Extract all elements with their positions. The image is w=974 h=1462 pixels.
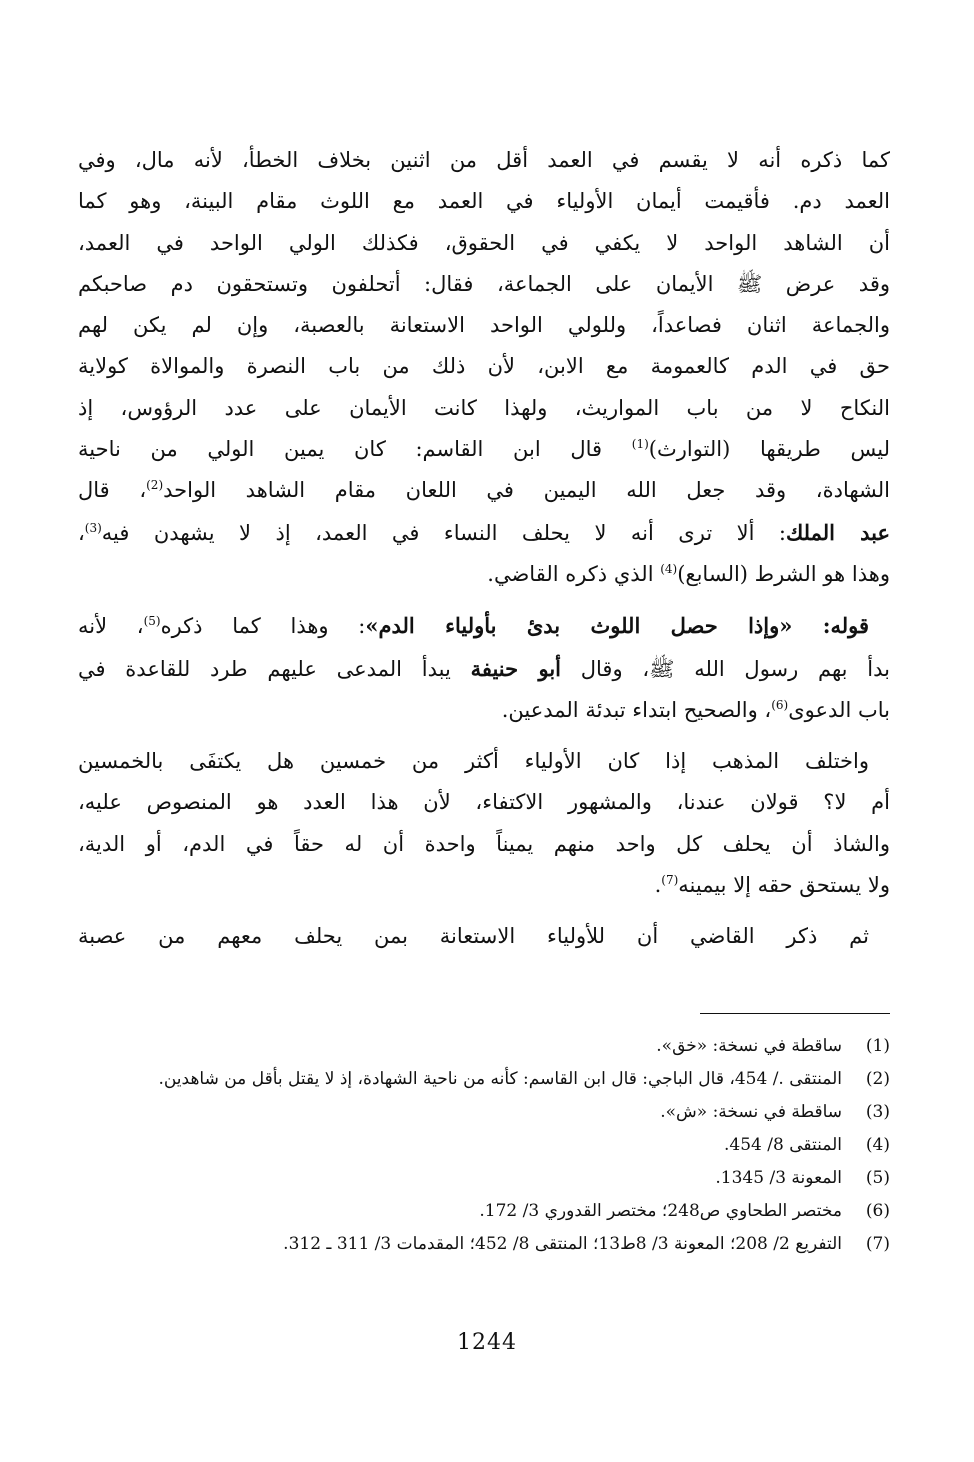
- footnote-item: [78, 1129, 890, 1162]
- footnote-item: [78, 1228, 890, 1261]
- footnote-number: (2): [865, 1069, 890, 1089]
- text-run: قال ابن القاسم: كان يمين الولي من ناحية: [78, 437, 632, 462]
- footnote-number: (1): [865, 1036, 890, 1056]
- main-text: [78, 140, 890, 968]
- text-line: [78, 554, 890, 595]
- text-run: الشهادة، وقد جعل الله اليمين في اللعان مقام الشاهد الواحد: [163, 478, 890, 503]
- paragraph-2: [78, 605, 890, 731]
- text-run: ، والصحيح ابتداء تبدئة المدعين.: [501, 697, 772, 722]
- scholar-name: أبو حنيفة: [470, 655, 562, 681]
- footnote-item: [78, 1195, 890, 1228]
- scholar-name: عبد الملك: [785, 519, 890, 545]
- footnote-text: التفريع 2/ 208؛ المعونة 3/ 8ط13؛ المنتقى 8/ 452؛ المقدمات 3/ 311 ـ 312.: [283, 1234, 842, 1254]
- text-run: ولا يستحق حقه إلا بيمينه: [678, 873, 890, 898]
- footnote-marker: (5): [143, 614, 161, 629]
- paragraph-4: [78, 916, 890, 957]
- text-line: العمد دم. فأقيمت أيمان الأولياء في العمد مع اللوث مقام البينة، وهو كما: [78, 189, 890, 214]
- text-run: باب الدعوى: [788, 697, 890, 722]
- footnote-text: المعونة 3/ 1345.: [715, 1168, 842, 1188]
- text-line: [78, 916, 890, 957]
- footnote-marker: (6): [771, 697, 789, 712]
- footnote-text: المنتقى 8/ 454.: [724, 1135, 842, 1155]
- footnote-number: (5): [865, 1168, 890, 1188]
- footnote-item: [78, 1162, 890, 1195]
- text-line: [78, 512, 890, 554]
- text-run: يبدأ المدعى عليهم طرد للقاعدة في: [78, 656, 471, 681]
- text-line: [78, 429, 890, 470]
- footnote-marker: (2): [146, 478, 164, 493]
- footnote-number: (4): [865, 1135, 890, 1155]
- footnote-text: ساقطة في نسخة: «خق».: [656, 1036, 842, 1056]
- footnote-number: (3): [865, 1102, 890, 1122]
- footnote-separator: [700, 1013, 890, 1014]
- text-line: [78, 690, 890, 731]
- text-run: ثم ذكر القاضي أن للأولياء الاستعانة بمن يحلف معهم من عصبة: [78, 924, 869, 949]
- text-line: [78, 605, 890, 647]
- text-line: النكاح لا من باب المواريث، ولهذا كانت الأيمان على عدد الرؤوس، إذ: [78, 395, 890, 420]
- quoted-text: «وإذا حصل اللوث بدئ بأولياء الدم»: [365, 613, 793, 639]
- footnote-marker: (7): [661, 873, 679, 888]
- text-line: [78, 741, 890, 782]
- footnotes: [78, 1030, 890, 1261]
- text-line: والشاذ أن يحلف كل واحد منهم يميناً واحدة أن له حقاً في الدم، أو الدية،: [78, 831, 890, 856]
- text-run: .: [654, 873, 662, 898]
- commentary-lead: قوله:: [792, 613, 870, 639]
- text-line: وقد عرض ﷺ الأيمان على الجماعة، فقال: أتحلفون وتستحقون دم صاحبكم: [78, 271, 890, 296]
- text-line: [78, 865, 890, 906]
- text-line: حق في الدم كالعمومة مع الابن، لأن ذلك من باب النصرة والموالاة كولاية: [78, 354, 890, 379]
- footnote-item: [78, 1063, 890, 1096]
- text-run: : ألا ترى أنه لا يحلف النساء في العمد، إذ لا يشهدن فيه: [101, 520, 786, 545]
- text-run: ،: [78, 520, 85, 545]
- paragraph-3: [78, 741, 890, 906]
- footnote-number: (7): [865, 1234, 890, 1254]
- text-run: بدأ بهم رسول الله ﷺ، وقال: [561, 656, 890, 681]
- paragraph-1: [78, 140, 890, 595]
- text-run: ، لأنه: [78, 614, 144, 639]
- footnote-text: المنتقى ./ 454، قال الباجي: قال ابن القاسم: كأنه من ناحية الشهادة، إذ لا يقتل بأقل من شاهدين.: [158, 1069, 842, 1089]
- footnote-marker: (1): [631, 437, 649, 452]
- footnote-item: [78, 1030, 890, 1063]
- text-run: الذي ذكره القاضي.: [487, 561, 661, 586]
- page-number: 1244: [457, 1330, 517, 1355]
- footnote-text: مختصر الطحاوي ص248؛ مختصر القدوري 3/ 172.: [479, 1201, 842, 1221]
- text-line: والجماعة اثنان فصاعداً، وللولي الواحد الاستعانة بالعصبة، وإن لم يكن لهم: [78, 313, 890, 338]
- text-run: : وهذا كما ذكره: [160, 614, 366, 639]
- text-run: ليس طريقها (التوارث): [648, 437, 890, 462]
- text-line: أن الشاهد الواحد لا يكفي في الحقوق، فكذلك الولي الواحد في العمد،: [78, 230, 890, 255]
- footnote-text: ساقطة في نسخة: «ش».: [660, 1102, 842, 1122]
- footnote-marker: (3): [84, 520, 102, 535]
- footnote-item: [78, 1096, 890, 1129]
- footnote-marker: (4): [660, 561, 678, 576]
- text-line: كما ذكره أنه لا يقسم في العمد أقل من اثنين بخلاف الخطأ، لأنه مال، وفي: [78, 148, 890, 172]
- text-line: [78, 470, 890, 511]
- footnote-number: (6): [865, 1201, 890, 1221]
- text-run: وهذا هو الشرط (السابع): [677, 561, 890, 586]
- text-run: واختلف المذهب إذا كان الأولياء أكثر من خمسين هل يكتفَى بالخمسين: [78, 749, 869, 774]
- text-line: أم لا؟ قولان عندنا، والمشهور الاكتفاء، لأن هذا العدد هو المنصوص عليه،: [78, 790, 890, 815]
- text-run: ، قال: [78, 478, 147, 503]
- text-line: [78, 648, 890, 690]
